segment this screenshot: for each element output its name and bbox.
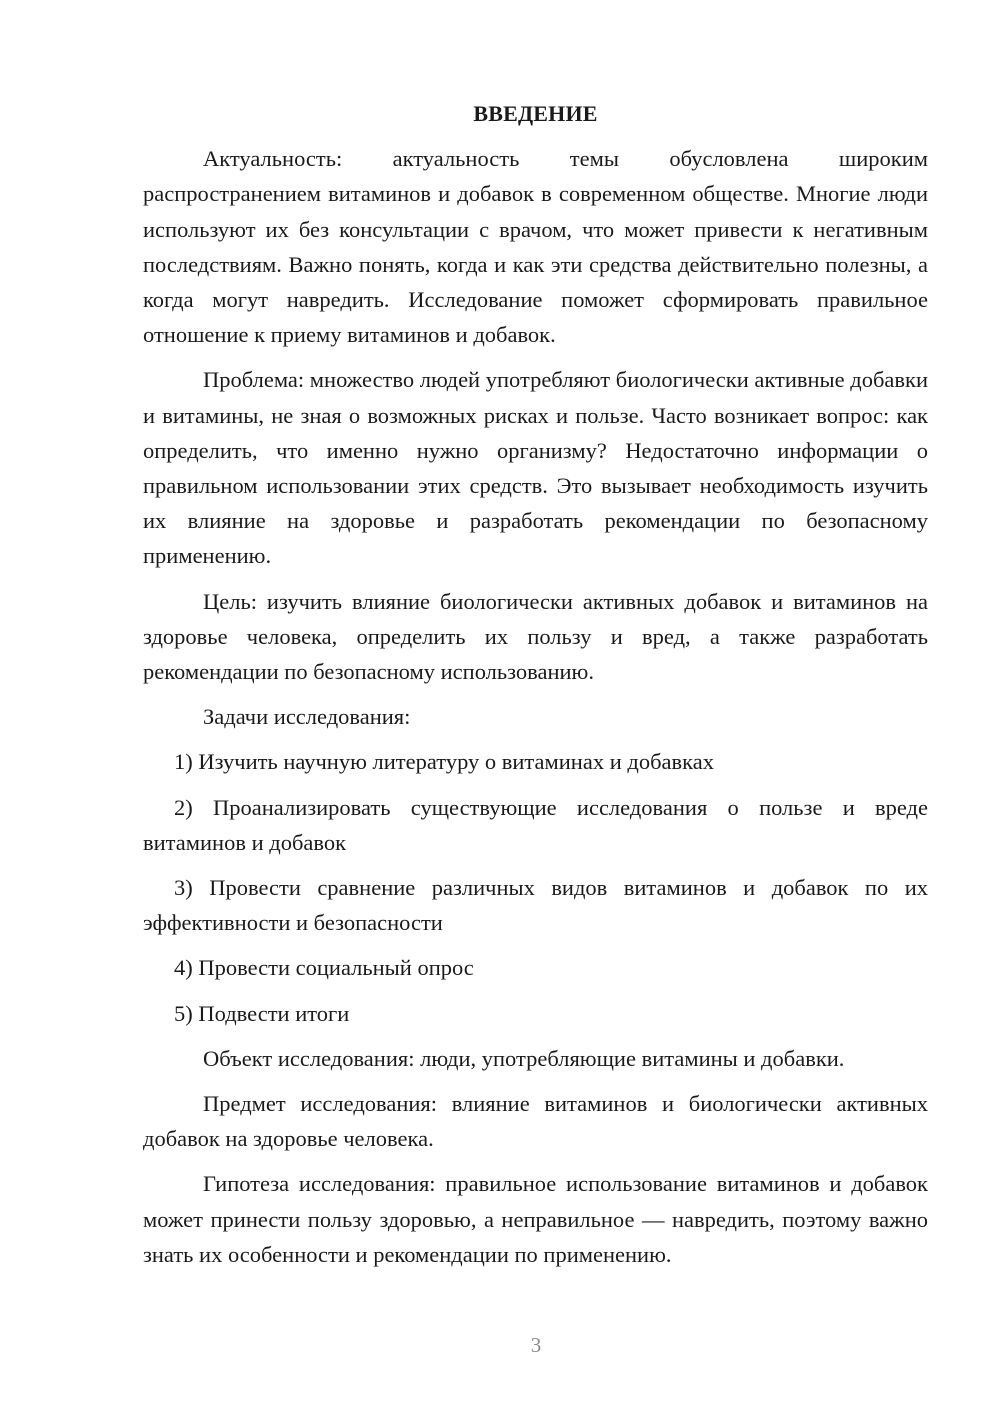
list-item: 3) Провести сравнение различных видов витаминов и добавок по их эффективности и безопасности xyxy=(143,875,928,936)
list-item: 2) Проанализировать существующие исследования о пользе и вреде витаминов и добавок xyxy=(143,794,928,855)
list-item: 5) Подвести итоги xyxy=(174,1000,350,1026)
paragraph-subject: Предмет исследования: влияние витаминов и биологически активных добавок на здоровье человека. xyxy=(143,1091,928,1152)
tasks-heading: Задачи исследования: xyxy=(203,704,411,730)
tasks-list xyxy=(143,744,928,1030)
list-item: 4) Провести социальный опрос xyxy=(174,955,474,981)
paragraph-relevance: Актуальность: актуальность темы обусловлена широким распространением витаминов и добавок в современном обществе. Многие люди используют их без консультации с врачом, что может привести к негативным последствиям. Важно понять, когда и как эти средства действительно полезны, а когда могут навредить. Исследование поможет сформировать правильное отношение к приему витаминов и добавок. xyxy=(143,146,928,348)
paragraph-hypothesis: Гипотеза исследования: правильное использование витаминов и добавок может принести пользу здоровью, а неправильное — навредить, поэтому важно знать их особенности и рекомендации по применению. xyxy=(143,1171,928,1267)
page-title: ВВЕДЕНИЕ xyxy=(473,101,598,126)
paragraph-goal: Цель: изучить влияние биологически активных добавок и витаминов на здоровье человека, определить их пользу и вред, а также разработать рекомендации по безопасному использованию. xyxy=(143,588,928,685)
list-item: 1) Изучить научную литературу о витаминах и добавках xyxy=(174,749,714,775)
paragraph-problem: Проблема: множество людей употребляют биологически активные добавки и витамины, не зная о возможных рисках и пользе. Часто возникает вопрос: как определить, что именно нужно организму? Недостаточно информации о правильном использовании этих средств. Это вызывает необходимость изучить их влияние на здоровье и разработать рекомендации по безопасному применению. xyxy=(143,367,928,569)
document-body xyxy=(143,96,928,1282)
page-number: 3 xyxy=(530,1333,542,1357)
paragraph-object: Объект исследования: люди, употребляющие витамины и добавки. xyxy=(203,1045,845,1071)
